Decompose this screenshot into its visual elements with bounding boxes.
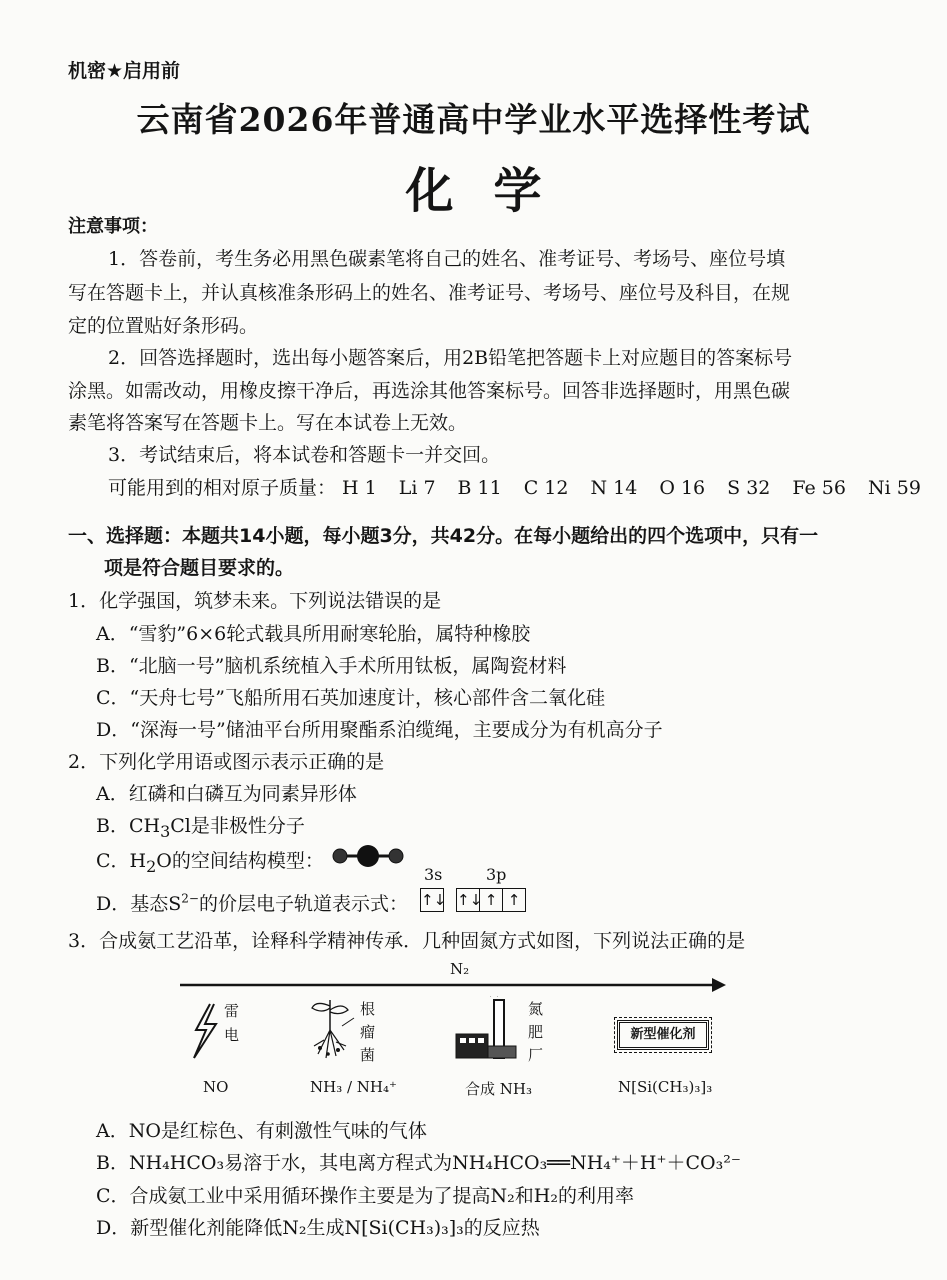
orbital-cell: ↑ xyxy=(502,889,525,911)
atomic-mass: N 14 xyxy=(590,477,638,499)
q2-b-suffix: Cl是非极性分子 xyxy=(170,815,305,837)
figure-caption: N[Si(CH₃)₃]₃ xyxy=(618,1078,713,1096)
atomic-mass: C 12 xyxy=(523,477,569,499)
q3-option-a: A．NO是红棕色、有刺激性气味的气体 xyxy=(96,1120,427,1142)
q1-option-b: B．“北脑一号”脑机系统植入手术所用钛板，属陶瓷材料 xyxy=(96,655,567,677)
orbital-3p-label: 3p xyxy=(486,865,507,884)
n2-arrow xyxy=(180,975,728,995)
q2-d-sup: 2− xyxy=(181,891,199,906)
q3-option-b: B．NH₄HCO₃易溶于水，其电离方程式为NH₄HCO₃══NH₄⁺＋H⁺＋CO₃²⁻ xyxy=(96,1152,741,1174)
atomic-mass-line xyxy=(108,473,943,500)
root-text: 菌 xyxy=(360,1046,376,1064)
notice-line: 涂黑。如需改动，用橡皮擦干净后，再选涂其他答案标号。回答非选择题时，用黑色碳 xyxy=(68,380,791,402)
q2-c-suffix: O的空间结构模型： xyxy=(156,850,324,872)
atomic-mass-label: 可能用到的相对原子质量： xyxy=(108,477,337,499)
atomic-mass: B 11 xyxy=(457,477,502,499)
orbital-cell: ↑ xyxy=(479,889,502,911)
subject-title: 化学 xyxy=(405,163,582,219)
figure-caption: 合成 NH₃ xyxy=(465,1080,532,1098)
orbital-cell: ↑↓ xyxy=(457,891,483,909)
factory-icon xyxy=(452,996,522,1064)
h2o-model-image xyxy=(330,843,406,869)
orbital-3s-label: 3s xyxy=(424,865,443,884)
question-3-stem: 3．合成氨工艺沿革，诠释科学精神传承．几种固氮方式如图，下列说法正确的是 xyxy=(68,930,746,952)
figure-caption: NH₃ / NH₄⁺ xyxy=(310,1078,397,1096)
catalyst-box xyxy=(617,1020,709,1050)
factory-text: 厂 xyxy=(528,1046,544,1064)
lightning-text: 电 xyxy=(224,1026,240,1044)
atomic-mass: O 16 xyxy=(659,477,706,499)
q2-option-d xyxy=(96,889,408,916)
q1-option-d: D．“深海一号”储油平台所用聚酯系泊缆绳，主要成分为有机高分子 xyxy=(96,719,663,741)
notice-line: 定的位置贴好条形码。 xyxy=(68,315,259,337)
q2-c-prefix: C．H xyxy=(96,850,147,872)
notice-line: 2．回答选择题时，选出每小题答案后，用2B铅笔把答题卡上对应题目的答案标号 xyxy=(108,347,793,369)
orbital-cell: ↑↓ xyxy=(421,891,447,909)
section-heading: 一、选择题：本题共14小题，每小题3分，共42分。在每小题给出的四个选项中，只有一 xyxy=(68,525,819,547)
notice-line: 素笔将答案写在答题卡上。写在本试卷上无效。 xyxy=(68,412,468,434)
root-text: 根 xyxy=(360,1000,376,1018)
q2-b-prefix: B．CH xyxy=(96,815,161,837)
q2-option-b xyxy=(96,811,305,841)
q2-c-sub: 2 xyxy=(146,856,157,876)
lightning-text: 雷 xyxy=(224,1002,240,1020)
figure-arrow-label: N₂ xyxy=(450,960,470,978)
confidential-label: 机密★启用前 xyxy=(68,60,181,82)
q3-option-c: C．合成氨工业中采用循环操作主要是为了提高N₂和H₂的利用率 xyxy=(96,1185,634,1207)
catalyst-text: 新型催化剂 xyxy=(630,1027,696,1042)
q2-d-suffix: 的价层电子轨道表示式： xyxy=(198,893,408,915)
root-text: 瘤 xyxy=(360,1023,376,1041)
q2-b-sub: 3 xyxy=(160,821,171,841)
section-heading-cont: 项是符合题目要求的。 xyxy=(104,557,295,579)
q1-option-a: A．“雪豹”6×6轮式载具所用耐寒轮胎，属特种橡胶 xyxy=(96,623,531,645)
root-nodule-plant-icon xyxy=(306,996,362,1066)
figure-caption: NO xyxy=(203,1078,229,1096)
q2-d-prefix: D．基态S xyxy=(96,893,182,915)
factory-text: 氮 xyxy=(528,1000,544,1018)
atomic-mass: H 1 xyxy=(342,477,377,499)
q3-option-d: D．新型催化剂能降低N₂生成N[Si(CH₃)₃]₃的反应热 xyxy=(96,1217,540,1239)
orbital-3p-box xyxy=(456,888,526,912)
orbital-3s-box xyxy=(420,888,447,912)
q2-option-a: A．红磷和白磷互为同素异形体 xyxy=(96,783,357,805)
notice-line: 3．考试结束后，将本试卷和答题卡一并交回。 xyxy=(108,444,501,466)
notice-line: 1．答卷前，考生务必用黑色碳素笔将自己的姓名、准考证号、考场号、座位号填 xyxy=(108,248,786,270)
lightning-icon xyxy=(190,1002,220,1060)
question-2-stem: 2．下列化学用语或图示表示正确的是 xyxy=(68,751,385,773)
atomic-mass: S 32 xyxy=(727,477,771,499)
exam-title: 云南省2026年普通高中学业水平选择性考试 xyxy=(136,100,811,139)
notice-heading: 注意事项： xyxy=(68,216,158,237)
atomic-mass: Ni 59 xyxy=(867,477,921,499)
factory-text: 肥 xyxy=(528,1023,544,1041)
atomic-mass: Li 7 xyxy=(398,477,436,499)
question-1-stem: 1．化学强国，筑梦未来。下列说法错误的是 xyxy=(68,590,442,612)
atomic-mass: Fe 56 xyxy=(792,477,846,499)
notice-line: 写在答题卡上，并认真核准条形码上的姓名、准考证号、考场号、座位号及科目，在规 xyxy=(68,282,791,304)
q1-option-c: C．“天舟七号”飞船所用石英加速度计，核心部件含二氧化硅 xyxy=(96,687,605,709)
q2-option-c xyxy=(96,846,324,876)
